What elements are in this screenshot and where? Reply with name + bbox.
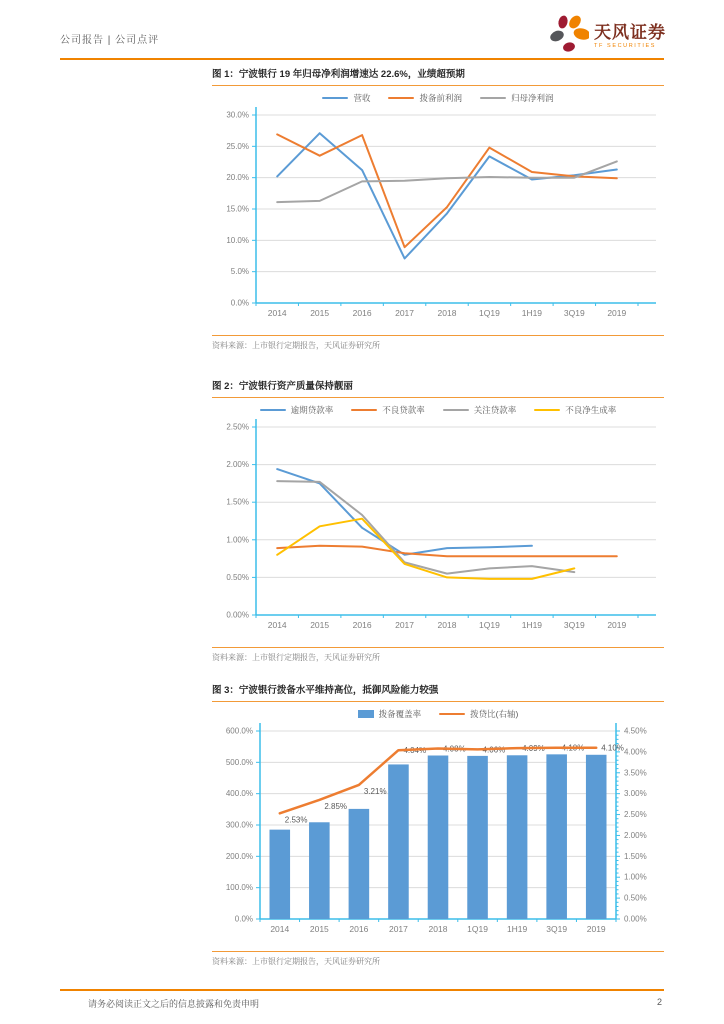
figure-2-source: 资料来源：上市银行定期报告，天风证券研究所 xyxy=(212,653,380,662)
svg-text:1.50%: 1.50% xyxy=(624,851,647,861)
svg-text:100.0%: 100.0% xyxy=(225,883,253,893)
figure-1 xyxy=(212,66,664,351)
legend-label: 关注贷款率 xyxy=(473,405,517,415)
page-number: 2 xyxy=(656,997,662,1007)
legend-item xyxy=(388,92,462,104)
svg-text:3Q19: 3Q19 xyxy=(563,308,585,318)
legend-item xyxy=(439,708,518,720)
svg-text:1.00%: 1.00% xyxy=(226,535,249,545)
svg-text:4.50%: 4.50% xyxy=(624,726,647,736)
figure-2-chart-canvas xyxy=(212,401,664,641)
svg-text:2.85%: 2.85% xyxy=(324,801,348,811)
legend-item xyxy=(358,708,422,720)
svg-text:2017: 2017 xyxy=(388,924,408,934)
figure-2-title: 图 2：宁波银行资产质量保持靓丽 xyxy=(212,378,664,398)
header-divider xyxy=(60,58,664,60)
figure-2-legend xyxy=(212,404,664,416)
legend-label: 不良净生成率 xyxy=(565,405,617,415)
svg-text:2.00%: 2.00% xyxy=(226,460,249,470)
logo-title: 天风证券 xyxy=(594,22,666,42)
figure-3-chart xyxy=(212,705,664,945)
footer-disclaimer: 请务必阅读正文之后的信息披露和免责申明 xyxy=(88,999,260,1009)
svg-text:2014: 2014 xyxy=(267,308,287,318)
figure-1-source-divider xyxy=(212,335,664,336)
footer-divider xyxy=(60,989,664,991)
svg-text:1H19: 1H19 xyxy=(521,308,543,318)
figure-3-chart-canvas xyxy=(212,705,664,945)
svg-text:2.53%: 2.53% xyxy=(284,815,308,825)
svg-text:2015: 2015 xyxy=(310,308,330,318)
svg-text:2015: 2015 xyxy=(309,924,329,934)
svg-text:1H19: 1H19 xyxy=(506,924,528,934)
svg-text:2.50%: 2.50% xyxy=(624,810,647,820)
figure-1-legend xyxy=(212,92,664,104)
figure-1-chart xyxy=(212,89,664,329)
legend-line-swatch xyxy=(534,409,560,412)
svg-text:0.00%: 0.00% xyxy=(226,610,249,620)
svg-text:3Q19: 3Q19 xyxy=(563,620,585,630)
breadcrumb: 公司报告 | 公司点评 xyxy=(60,35,160,46)
svg-text:1Q19: 1Q19 xyxy=(479,620,500,630)
svg-text:2017: 2017 xyxy=(395,308,415,318)
legend-item xyxy=(480,92,554,104)
svg-text:4.08%: 4.08% xyxy=(443,744,466,754)
tf-logo xyxy=(549,13,666,60)
svg-text:0.50%: 0.50% xyxy=(624,893,647,903)
svg-text:10.0%: 10.0% xyxy=(226,235,249,245)
svg-text:0.00%: 0.00% xyxy=(624,914,647,924)
svg-text:4.10%: 4.10% xyxy=(601,743,624,753)
svg-text:20.0%: 20.0% xyxy=(226,173,249,183)
svg-text:2014: 2014 xyxy=(270,924,290,934)
svg-text:600.0%: 600.0% xyxy=(225,726,253,736)
svg-text:2.00%: 2.00% xyxy=(624,830,647,840)
figure-1-source: 资料来源：上市银行定期报告，天风证券研究所 xyxy=(212,341,380,350)
svg-text:2015: 2015 xyxy=(310,620,330,630)
legend-label: 营收 xyxy=(353,93,371,103)
flower-logo-icon xyxy=(549,13,589,60)
legend-label: 逾期贷款率 xyxy=(290,405,334,415)
svg-text:2016: 2016 xyxy=(352,308,372,318)
svg-text:4.10%: 4.10% xyxy=(561,743,585,753)
svg-text:25.0%: 25.0% xyxy=(226,141,249,151)
svg-text:300.0%: 300.0% xyxy=(225,820,253,830)
svg-text:1.50%: 1.50% xyxy=(226,497,249,507)
svg-text:2.50%: 2.50% xyxy=(226,422,249,432)
svg-text:4.06%: 4.06% xyxy=(482,745,506,755)
svg-text:2016: 2016 xyxy=(349,924,369,934)
figure-1-chart-canvas xyxy=(212,89,664,329)
svg-text:30.0%: 30.0% xyxy=(226,110,249,120)
logo-subtitle: TF SECURITIES xyxy=(594,42,657,49)
figure-3-source-divider xyxy=(212,951,664,952)
svg-text:1.00%: 1.00% xyxy=(624,872,647,882)
svg-text:3.00%: 3.00% xyxy=(624,789,647,799)
svg-text:2019: 2019 xyxy=(607,620,627,630)
svg-text:2018: 2018 xyxy=(437,308,457,318)
figure-1-title: 图 1：宁波银行 19 年归母净利润增速达 22.6%，业绩超预期 xyxy=(212,66,664,86)
svg-text:1Q19: 1Q19 xyxy=(479,308,500,318)
svg-text:5.0%: 5.0% xyxy=(230,267,249,277)
svg-text:15.0%: 15.0% xyxy=(226,204,249,214)
legend-item xyxy=(534,404,616,416)
legend-item xyxy=(443,404,517,416)
svg-text:2017: 2017 xyxy=(395,620,415,630)
legend-line-swatch xyxy=(480,97,506,100)
svg-text:2014: 2014 xyxy=(267,620,287,630)
figure-3-source: 资料来源：上市银行定期报告，天风证券研究所 xyxy=(212,957,380,966)
figure-2 xyxy=(212,378,664,663)
svg-text:4.04%: 4.04% xyxy=(403,746,427,756)
legend-line-swatch xyxy=(439,713,465,716)
svg-text:4.09%: 4.09% xyxy=(522,744,545,754)
svg-text:3.50%: 3.50% xyxy=(624,768,647,778)
svg-text:2018: 2018 xyxy=(437,620,457,630)
svg-text:0.50%: 0.50% xyxy=(226,572,249,582)
svg-text:2018: 2018 xyxy=(428,924,448,934)
legend-label: 拨备覆盖率 xyxy=(378,709,422,719)
svg-text:1Q19: 1Q19 xyxy=(467,924,488,934)
legend-item xyxy=(351,404,425,416)
figure-3-title: 图 3：宁波银行拨备水平维持高位，抵御风险能力较强 xyxy=(212,682,664,702)
svg-text:0.0%: 0.0% xyxy=(234,914,253,924)
legend-line-swatch xyxy=(322,97,348,100)
svg-text:1H19: 1H19 xyxy=(521,620,543,630)
legend-line-swatch xyxy=(443,409,469,412)
svg-text:4.00%: 4.00% xyxy=(624,747,647,757)
svg-text:3.21%: 3.21% xyxy=(363,786,387,796)
legend-item xyxy=(322,92,370,104)
svg-text:3Q19: 3Q19 xyxy=(546,924,568,934)
svg-text:2019: 2019 xyxy=(607,308,627,318)
legend-line-swatch xyxy=(351,409,377,412)
svg-text:200.0%: 200.0% xyxy=(225,851,253,861)
svg-text:500.0%: 500.0% xyxy=(225,757,253,767)
svg-text:2019: 2019 xyxy=(586,924,606,934)
figure-2-chart xyxy=(212,401,664,641)
legend-item xyxy=(260,404,334,416)
legend-bar-swatch xyxy=(358,710,374,718)
svg-text:2016: 2016 xyxy=(352,620,372,630)
figure-3-legend xyxy=(212,708,664,720)
legend-line-swatch xyxy=(260,409,286,412)
figure-3 xyxy=(212,682,664,967)
legend-label: 拨备前利润 xyxy=(419,93,462,103)
legend-label: 拨贷比(右轴) xyxy=(470,709,519,719)
svg-text:400.0%: 400.0% xyxy=(225,789,253,799)
legend-label: 归母净利润 xyxy=(511,93,554,103)
figure-2-source-divider xyxy=(212,647,664,648)
svg-text:0.0%: 0.0% xyxy=(230,298,249,308)
legend-label: 不良贷款率 xyxy=(382,405,425,415)
legend-line-swatch xyxy=(388,97,414,100)
